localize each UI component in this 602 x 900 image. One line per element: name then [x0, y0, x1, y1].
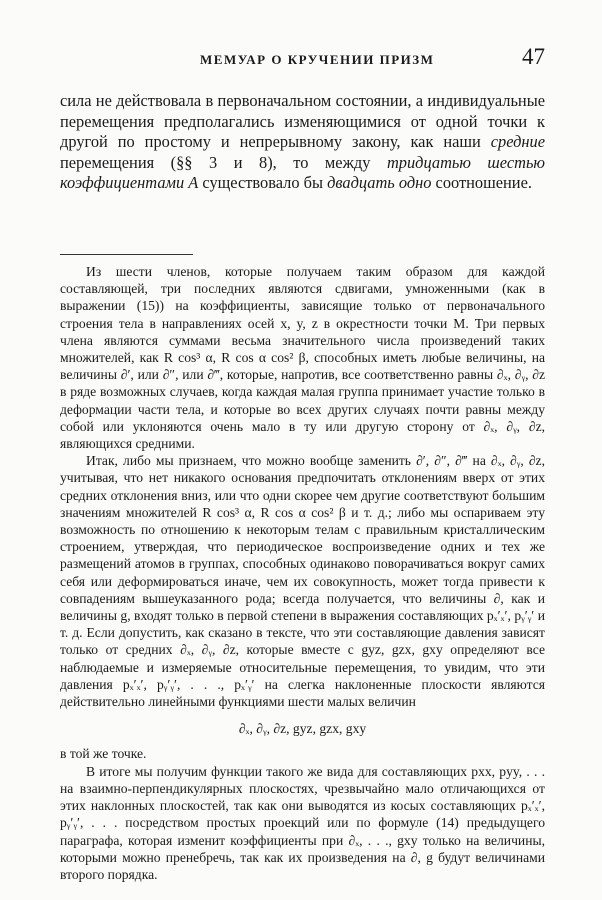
running-head [60, 44, 545, 74]
main-text-emphasis: тридцатью шестью коэффициентами A [60, 152, 545, 193]
footnote-paragraph-1: Из шести членов, которые получаем таким образом для каждой составляющей, три последних являются сдвигами, умноженными (как в выражении (15)) на коэффициенты, зависящие только от первоначального строения тела в направлениях осей x, y, z в окрестности точки M. Три первых члена являются суммами весьма значительного числа произведений таких множителей, как R cos³ α, R cos α cos² β, способных иметь любые величины, на величины ∂′, или ∂″, или ∂‴, которые, напротив, все соответственно равны ∂ₓ, ∂ᵧ, ∂z в ряде возможных случаев, когда каждая малая группа принимает участие только в деформации части тела, и которые во всех других случаях почти равны между собой или уклоняются очень мало в ту или другую сторону от ∂ₓ, ∂ᵧ, ∂z, являющихся средними. [60, 264, 545, 452]
footnote-paragraph-4: В итоге мы получим функции такого же вида для составляющих pxx, pyy, . . . на взаимно-перпендикулярных плоскостях, чрезвычайно мало отличающихся от этих наклонных плоскостей, так как они выводятся из косых составляющих pₓ′ₓ′, pᵧ′ᵧ′, . . . посредством простых проекций или по формуле (14) предыдущего параграфа, которая изменит коэффициенты при ∂ₓ, . . ., gxy только на величины, которыми можно пренебречь, так как их произведения на ∂, g будут величинами второго порядка. [60, 763, 545, 882]
main-text-emphasis: двадцать одно [327, 173, 432, 193]
main-text-run: перемещения (§§ 3 и 8), то между [60, 152, 387, 172]
footnote-separator [60, 254, 193, 255]
main-text-emphasis: средние [490, 132, 545, 152]
main-paragraph [60, 91, 545, 194]
main-text-run: соотношение. [431, 173, 532, 193]
footnote-block [60, 263, 545, 883]
main-text-run: существовало бы [198, 173, 328, 193]
main-text-run: сила не действовала в первоначальном состоянии, а индивидуальные перемещения предполагались изменяющимися от одной точки к другой по простому и непрерывному закону, как наши [60, 91, 545, 152]
footnote-paragraph-2: Итак, либо мы признаем, что можно вообще заменить ∂′, ∂″, ∂‴ на ∂ₓ, ∂ᵧ, ∂z, учитывая, что нет никакого основания предпочитать отклонениям вверх от этих средних отклонения вниз, или что одни скорее чем другие соответствуют большим значениям множителей R cos³ α, R cos α cos² β и т. д.; либо мы оспариваем эту возможность по отношению к некоторым телам с правильным кристаллическим строением, утверждая, что периодическое воспроизведение одних и тех же размещений атомов в группах, способных одинаково поворачиваться вокруг самих себя или деформироваться иначе, чем их совокупность, может тогда привести к совпадениям вышеуказанного рода; всегда получается, что величины ∂, как и величины g, входят только в первой степени в выражения составляющих pₓ′ₓ′, pᵧ′ᵧ′ и т. д. Если допустить, как сказано в тексте, что эти составляющие давления зависят только от средних ∂ₓ, ∂ᵧ, ∂z, которые вместе с gyz, gzx, gxy определяют все наблюдаемые и измеряемые относительные перемещения, то увидим, что эти давления pₓ′ₓ′, pᵧ′ᵧ′, . . ., pₓ′ᵧ′ на слегка наклоненные плоскости являются действительно линейными функциями шести малых величин [60, 453, 545, 710]
footnote-paragraph-3: в той же точке. [60, 746, 147, 762]
footnote-formula: ∂ₓ, ∂ᵧ, ∂z, gyz, gzx, gxy [238, 721, 367, 737]
page-number: 47 [522, 44, 545, 69]
running-title: МЕМУАР О КРУЧЕНИИ ПРИЗМ [200, 52, 435, 67]
